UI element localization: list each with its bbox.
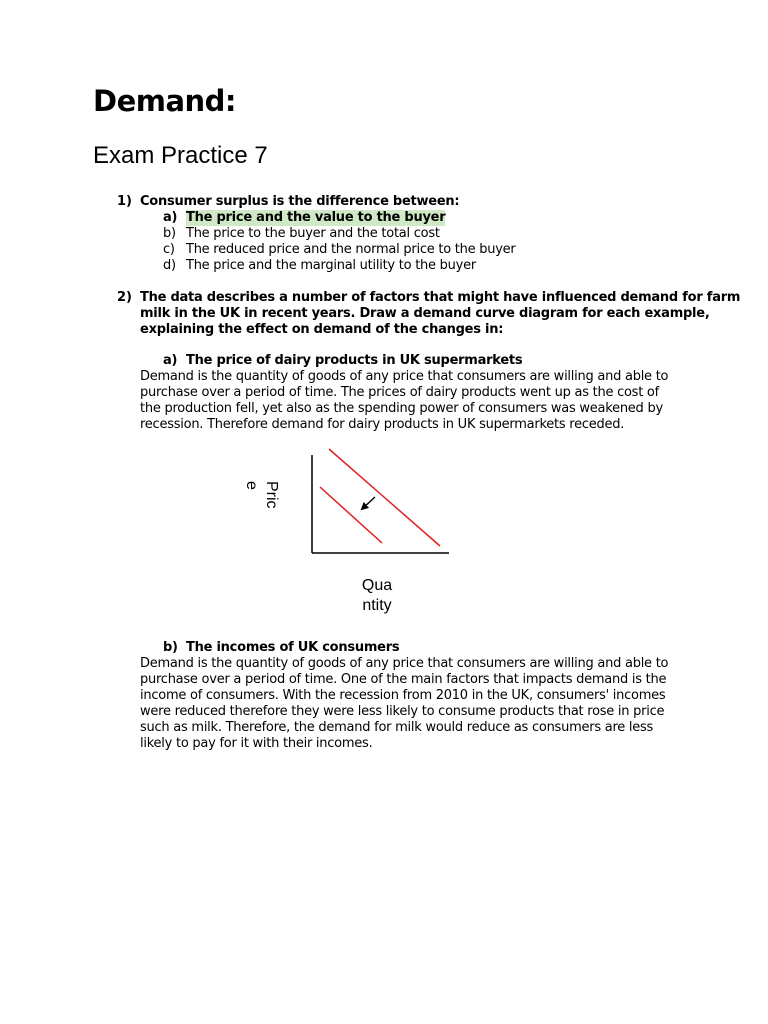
leftward-shift-arrow-icon [362, 497, 375, 509]
q1-number: 1) [117, 194, 132, 209]
diagram-y-axis-label [241, 481, 281, 527]
y-axis-label-line-2: e [243, 481, 260, 490]
q2a-answer-line-3: the production fell, yet also as the spending power of consumers was weakened by [140, 401, 663, 416]
q1-option-d-letter: d) [163, 258, 176, 273]
q2a-answer-line-1: Demand is the quantity of goods of any price that consumers are willing and able to [140, 369, 669, 384]
q2a-heading: The price of dairy products in UK supermarkets [186, 353, 523, 368]
q1-option-c-text: The reduced price and the normal price to the buyer [186, 242, 516, 257]
page-title: Demand: [93, 84, 237, 118]
x-axis-label-line-2: ntity [362, 597, 392, 614]
q1-option-b-letter: b) [163, 226, 176, 241]
q2-question-line-3: explaining the effect on demand of the changes in: [140, 322, 504, 337]
q1-option-a-text-highlighted: The price and the value to the buyer [186, 210, 446, 225]
q2b-answer-line-3: income of consumers. With the recession from 2010 in the UK, consumers' incomes [140, 688, 666, 703]
q2b-letter: b) [163, 640, 178, 655]
q2b-answer-line-1: Demand is the quantity of goods of any price that consumers are willing and able to [140, 656, 669, 671]
q2-question-line-1: The data describes a number of factors that might have influenced demand for farm [140, 290, 741, 305]
q2-question-line-2: milk in the UK in recent years. Draw a demand curve diagram for each example, [140, 306, 710, 321]
q2a-answer-line-2: purchase over a period of time. The prices of dairy products went up as the cost of [140, 385, 659, 400]
q1-option-a-letter: a) [163, 210, 178, 225]
q2b-answer-line-6: likely to pay for it with their incomes. [140, 736, 373, 751]
x-axis-label-line-1: Qua [361, 577, 393, 594]
q1-option-d-text: The price and the marginal utility to the buyer [186, 258, 476, 273]
q2b-heading: The incomes of UK consumers [186, 640, 400, 655]
diagram-x-axis-label [352, 576, 402, 616]
q1-option-c-letter: c) [163, 242, 175, 257]
q2b-answer-line-4: were reduced therefore they were less likely to consume products that rose in price [140, 704, 665, 719]
demand-curve-original [329, 449, 440, 546]
q1-option-b-text: The price to the buyer and the total cost [186, 226, 440, 241]
q2a-answer-line-4: recession. Therefore demand for dairy products in UK supermarkets receded. [140, 417, 625, 432]
q2b-answer-line-2: purchase over a period of time. One of the main factors that impacts demand is the [140, 672, 667, 687]
q2-number: 2) [117, 290, 132, 305]
q2b-answer-line-5: such as milk. Therefore, the demand for milk would reduce as consumers are less [140, 720, 654, 735]
q1-question: Consumer surplus is the difference between: [140, 194, 460, 209]
demand-curve-shifted [320, 487, 382, 543]
y-axis-label-line-1: Pric [263, 481, 280, 509]
q2a-letter: a) [163, 353, 178, 368]
page-subtitle: Exam Practice 7 [93, 142, 268, 169]
